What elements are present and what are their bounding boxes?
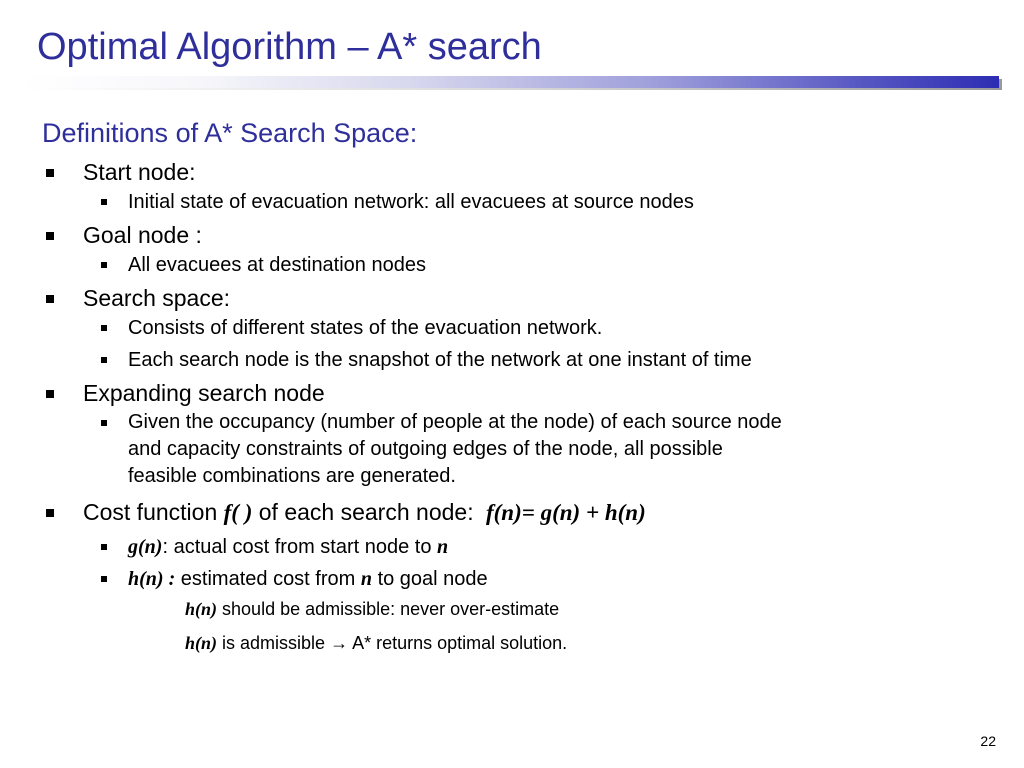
sub-bullet-text: All evacuees at destination nodes (128, 254, 426, 276)
sub-bullet-text: to goal node (377, 568, 488, 590)
section-heading: Definitions of A* Search Space: (42, 118, 418, 148)
sub-bullet-text-line: Given the occupancy (number of people at the node) of each source node (128, 411, 782, 433)
bullet-label: Goal node : (83, 222, 202, 248)
sub-bullet-text-line: and capacity constraints of outgoing edges of the node, all possible (128, 438, 723, 460)
square-bullet-icon (101, 325, 107, 331)
sub-bullet (42, 314, 992, 342)
bullet-label-suffix: of each search node: (258, 499, 474, 525)
cost-formula: f(n)= g(n) + h(n) (485, 500, 646, 525)
square-bullet-icon (101, 262, 107, 268)
bullet-goal-node (42, 219, 992, 251)
sub-bullet (42, 409, 992, 490)
sub-bullet-text-line: feasible combinations are generated. (128, 465, 456, 487)
sub-bullet (42, 346, 992, 374)
sub-bullet-g (42, 533, 992, 561)
f-symbol: f( ) (223, 500, 253, 525)
slide-title: Optimal Algorithm – A* search (37, 26, 542, 68)
sub-bullet-h (42, 565, 992, 593)
bullet-start-node (42, 156, 992, 188)
square-bullet-icon (101, 199, 107, 205)
square-bullet-icon (46, 232, 54, 240)
bullet-label: Search space: (83, 285, 231, 311)
note-line (42, 594, 992, 625)
h-symbol: h(n) (185, 599, 218, 619)
square-bullet-icon (101, 357, 107, 363)
sub-bullet (42, 188, 992, 216)
bullet-cost-function (42, 496, 992, 529)
page-number: 22 (980, 733, 996, 749)
n-symbol: n (437, 536, 449, 558)
bullet-search-space (42, 282, 992, 314)
bullet-expanding-search-node (42, 377, 992, 409)
note-text: should be admissible: never over-estimate (222, 599, 560, 619)
square-bullet-icon (101, 576, 107, 582)
square-bullet-icon (46, 390, 54, 398)
h-symbol: h(n) (185, 633, 218, 653)
square-bullet-icon (46, 509, 54, 517)
title-underline-bar (20, 76, 999, 90)
note-line (42, 628, 992, 659)
square-bullet-icon (101, 544, 107, 550)
h-symbol: h(n) : (128, 568, 176, 590)
title-bar-band (20, 76, 999, 88)
sub-bullet-text: Initial state of evacuation network: all evacuees at source nodes (128, 191, 694, 213)
g-symbol: g(n) (128, 536, 163, 558)
sub-bullet-text: Consists of different states of the evacuation network. (128, 317, 603, 339)
sub-bullet-text: Each search node is the snapshot of the network at one instant of time (128, 349, 752, 371)
square-bullet-icon (46, 295, 54, 303)
bullet-label: Expanding search node (83, 380, 325, 406)
sub-bullet-text: estimated cost from (180, 568, 356, 590)
square-bullet-icon (46, 169, 54, 177)
sub-bullet (42, 251, 992, 279)
bullet-label: Start node: (83, 159, 196, 185)
sub-bullet-text: : actual cost from start node to (162, 536, 432, 558)
square-bullet-icon (101, 420, 107, 426)
n-symbol: n (360, 568, 372, 590)
note-text: is admissible → A* returns optimal solution. (222, 633, 568, 653)
bullet-label: Cost function (83, 499, 218, 525)
slide-content (42, 114, 992, 659)
